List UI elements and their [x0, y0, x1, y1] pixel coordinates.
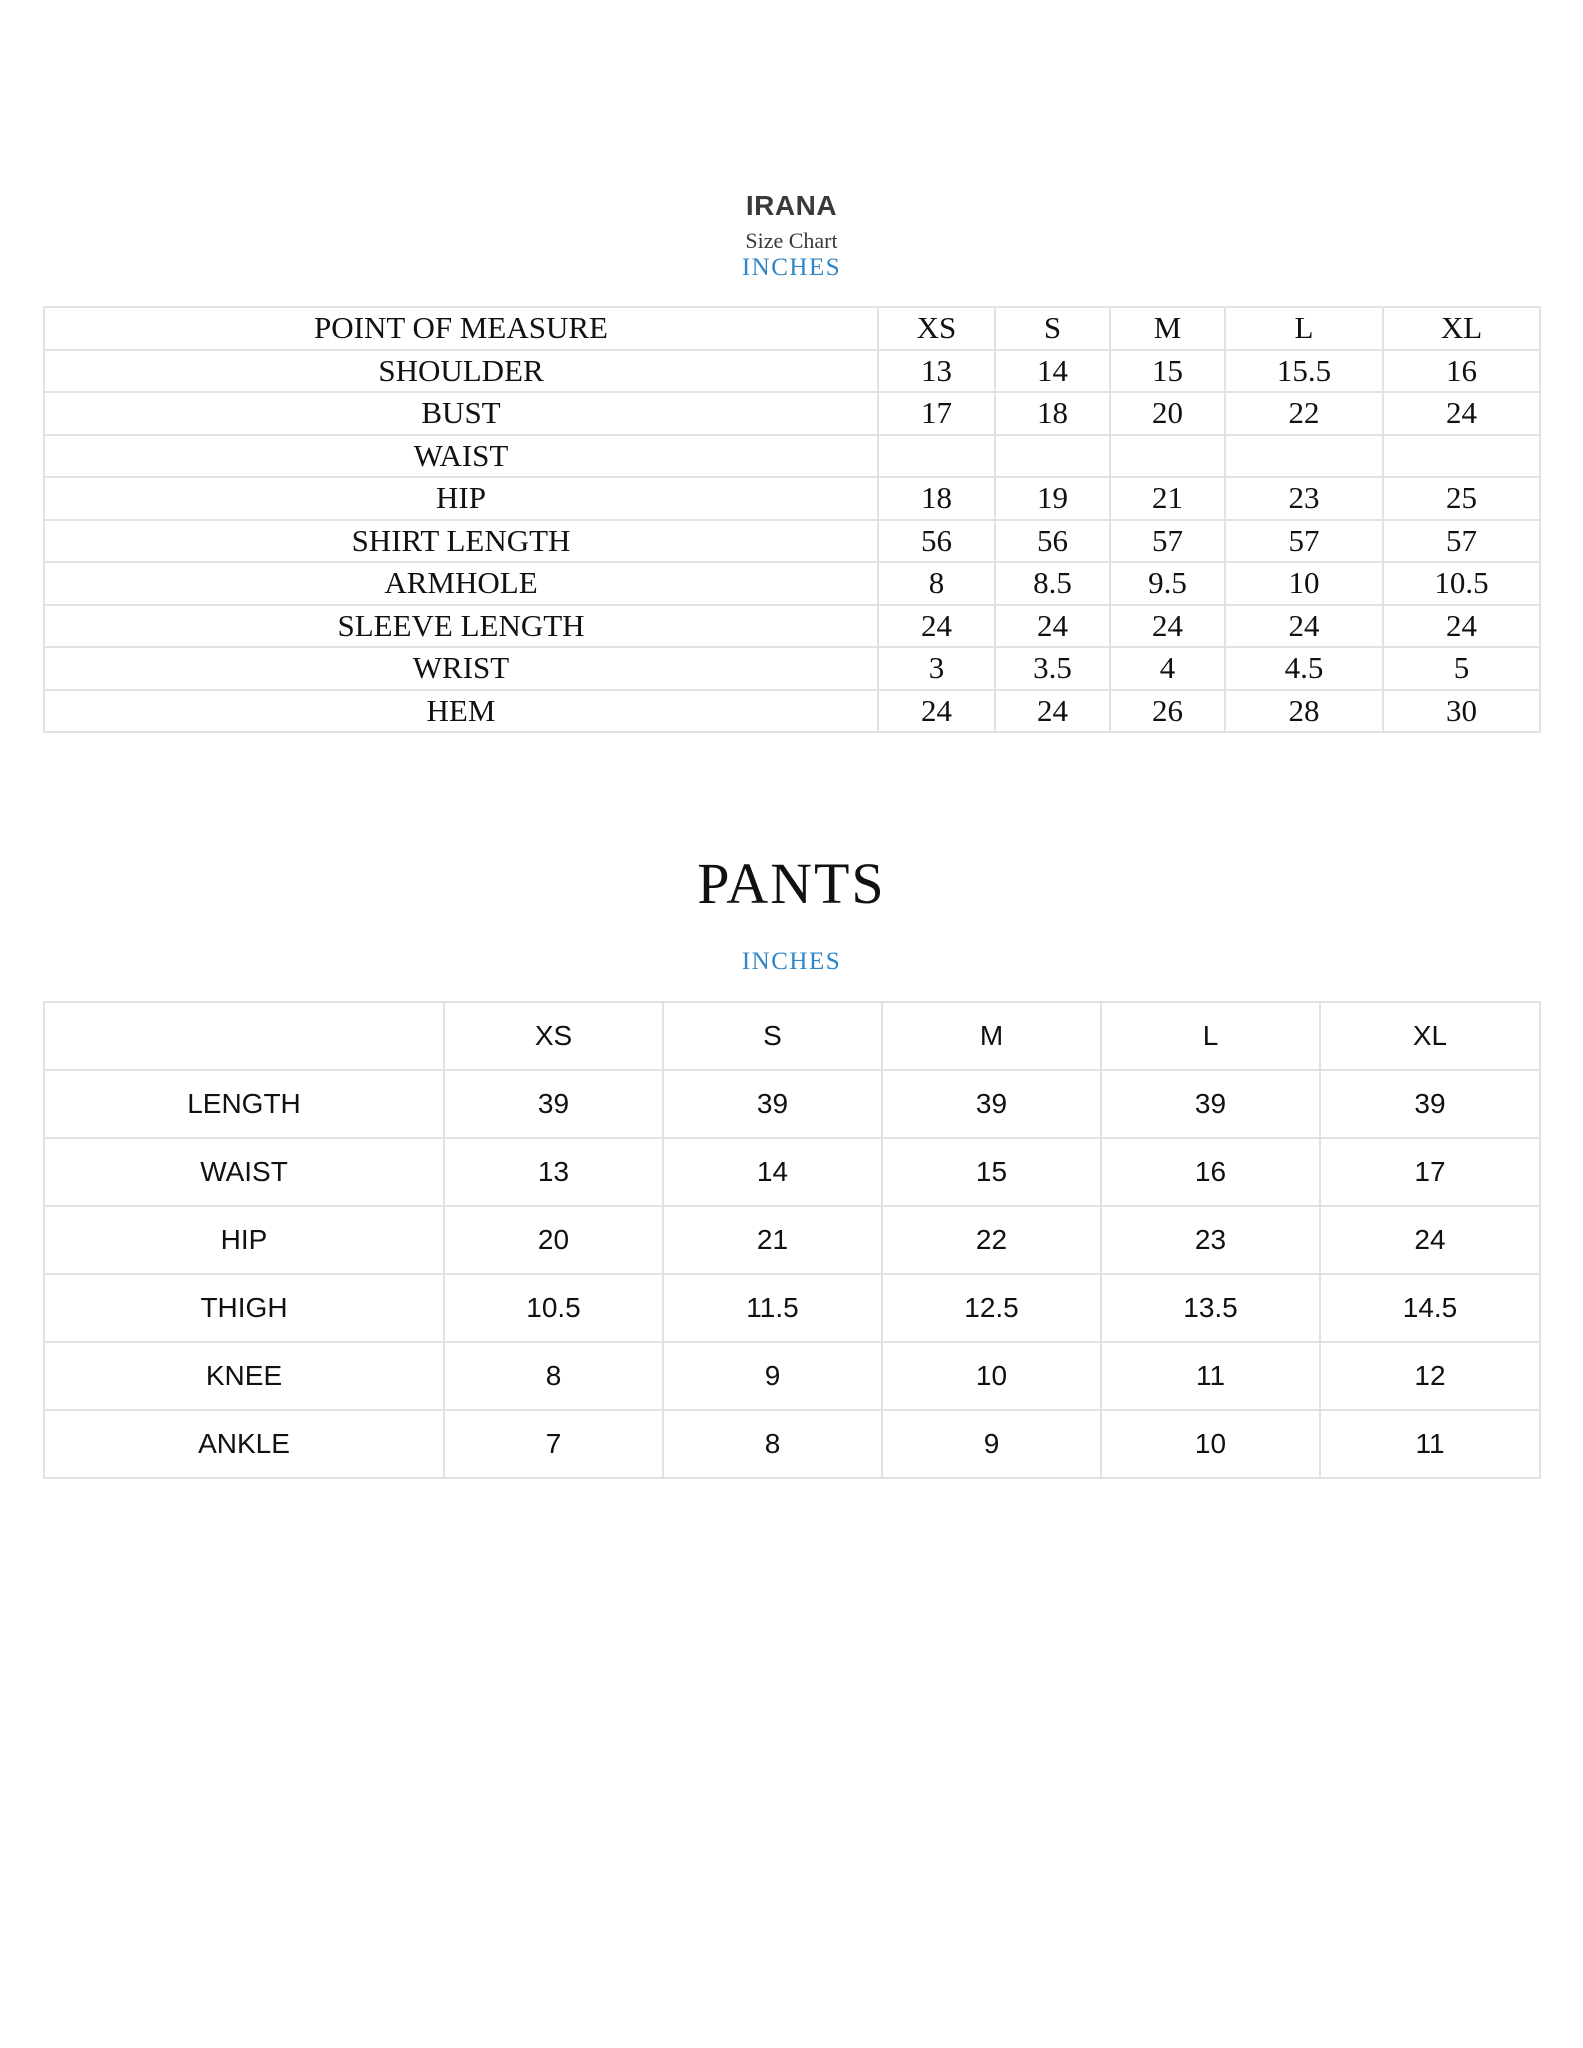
top-table-value-cell: 14: [995, 350, 1110, 393]
pants-table-row: [44, 1274, 1540, 1342]
top-table-row: [44, 477, 1540, 520]
top-table-value-cell: 24: [878, 690, 995, 733]
pants-table-value-cell: 11: [1101, 1342, 1320, 1410]
pants-table-value-cell: 14: [663, 1138, 882, 1206]
pants-table-value-cell: 8: [444, 1342, 663, 1410]
top-table-row: [44, 562, 1540, 605]
pants-size-table: [43, 1001, 1541, 1479]
pants-table-value-cell: 22: [882, 1206, 1101, 1274]
top-table-value-cell: 18: [995, 392, 1110, 435]
top-table-value-cell: 57: [1383, 520, 1540, 563]
pants-table-value-cell: 10: [882, 1342, 1101, 1410]
pants-table-measure-label: WAIST: [44, 1138, 444, 1206]
top-table-value-cell: 56: [995, 520, 1110, 563]
top-table-value-cell: [1225, 435, 1383, 478]
pants-table-measure-label: LENGTH: [44, 1070, 444, 1138]
pants-table-size-header: S: [663, 1002, 882, 1070]
pants-table-value-cell: 12: [1320, 1342, 1540, 1410]
top-table-size-header: XS: [878, 307, 995, 350]
top-table-value-cell: 17: [878, 392, 995, 435]
pants-table-value-cell: 7: [444, 1410, 663, 1478]
pants-table-value-cell: 39: [1101, 1070, 1320, 1138]
top-table-value-cell: 4: [1110, 647, 1225, 690]
pants-table-value-cell: 39: [882, 1070, 1101, 1138]
top-table-value-cell: 3.5: [995, 647, 1110, 690]
top-table-value-cell: [1110, 435, 1225, 478]
top-table-value-cell: 26: [1110, 690, 1225, 733]
chart-subtitle: Size Chart: [745, 228, 838, 253]
top-table-value-cell: 56: [878, 520, 995, 563]
units-label-pants: INCHES: [741, 948, 842, 975]
top-table-value-cell: 10.5: [1383, 562, 1540, 605]
units-label-top: INCHES: [741, 254, 842, 281]
top-table-row: [44, 350, 1540, 393]
top-table-value-cell: 21: [1110, 477, 1225, 520]
pants-table-measure-label: HIP: [44, 1206, 444, 1274]
top-table-value-cell: 57: [1225, 520, 1383, 563]
pants-table-measure-label: THIGH: [44, 1274, 444, 1342]
pants-table-size-header: L: [1101, 1002, 1320, 1070]
top-table-value-cell: 24: [1110, 605, 1225, 648]
top-table-value-cell: 4.5: [1225, 647, 1383, 690]
top-table-row: [44, 392, 1540, 435]
pants-table-row: [44, 1410, 1540, 1478]
top-table-value-cell: 5: [1383, 647, 1540, 690]
top-table-value-cell: [995, 435, 1110, 478]
pants-table-value-cell: 23: [1101, 1206, 1320, 1274]
top-table-value-cell: 18: [878, 477, 995, 520]
top-table-size-header: L: [1225, 307, 1383, 350]
top-table-measure-label: SHOULDER: [44, 350, 878, 393]
top-table-value-cell: 24: [995, 690, 1110, 733]
pants-table-value-cell: 21: [663, 1206, 882, 1274]
pants-title: PANTS: [697, 851, 886, 916]
top-table-value-cell: 22: [1225, 392, 1383, 435]
top-table-size-header: S: [995, 307, 1110, 350]
pants-table-measure-label: ANKLE: [44, 1410, 444, 1478]
top-table-value-cell: 30: [1383, 690, 1540, 733]
top-table-value-cell: 57: [1110, 520, 1225, 563]
top-table-row: [44, 435, 1540, 478]
top-table-value-cell: 25: [1383, 477, 1540, 520]
pants-table-value-cell: 39: [663, 1070, 882, 1138]
pants-table-value-cell: 15: [882, 1138, 1101, 1206]
top-table-row: [44, 605, 1540, 648]
top-table-header-label: POINT OF MEASURE: [44, 307, 878, 350]
pants-table-value-cell: 11.5: [663, 1274, 882, 1342]
pants-table-size-header: M: [882, 1002, 1101, 1070]
brand-title: IRANA: [745, 190, 838, 221]
top-table-value-cell: 23: [1225, 477, 1383, 520]
top-table-measure-label: SLEEVE LENGTH: [44, 605, 878, 648]
top-table-row: [44, 647, 1540, 690]
pants-table-value-cell: 8: [663, 1410, 882, 1478]
pants-table-row: [44, 1138, 1540, 1206]
top-table-value-cell: 15: [1110, 350, 1225, 393]
top-table-measure-label: BUST: [44, 392, 878, 435]
pants-table-row: [44, 1342, 1540, 1410]
top-table-value-cell: 10: [1225, 562, 1383, 605]
top-table-value-cell: 24: [878, 605, 995, 648]
top-table-measure-label: ARMHOLE: [44, 562, 878, 605]
top-table-value-cell: 15.5: [1225, 350, 1383, 393]
top-table-value-cell: 8: [878, 562, 995, 605]
pants-table-value-cell: 11: [1320, 1410, 1540, 1478]
top-table-row: [44, 520, 1540, 563]
pants-table-value-cell: 9: [663, 1342, 882, 1410]
pants-table-value-cell: 12.5: [882, 1274, 1101, 1342]
pants-table-measure-label: KNEE: [44, 1342, 444, 1410]
pants-table-value-cell: 17: [1320, 1138, 1540, 1206]
top-table-value-cell: 20: [1110, 392, 1225, 435]
pants-table-value-cell: 9: [882, 1410, 1101, 1478]
top-table-row: [44, 690, 1540, 733]
top-table-value-cell: 24: [1383, 605, 1540, 648]
top-table-value-cell: [1383, 435, 1540, 478]
top-table-size-header: XL: [1383, 307, 1540, 350]
top-table-size-header: M: [1110, 307, 1225, 350]
top-table-measure-label: HIP: [44, 477, 878, 520]
pants-table-header-row: [44, 1002, 1540, 1070]
pants-table-size-header: XS: [444, 1002, 663, 1070]
top-table-value-cell: 24: [1225, 605, 1383, 648]
top-table-value-cell: 19: [995, 477, 1110, 520]
top-table-measure-label: WAIST: [44, 435, 878, 478]
top-table-value-cell: 16: [1383, 350, 1540, 393]
pants-table-header-label: [44, 1002, 444, 1070]
pants-table-value-cell: 20: [444, 1206, 663, 1274]
top-table-value-cell: 24: [1383, 392, 1540, 435]
top-size-table: [43, 306, 1541, 733]
top-table-measure-label: SHIRT LENGTH: [44, 520, 878, 563]
pants-table-row: [44, 1206, 1540, 1274]
pants-table-value-cell: 10.5: [444, 1274, 663, 1342]
pants-table-value-cell: 10: [1101, 1410, 1320, 1478]
top-table-value-cell: [878, 435, 995, 478]
top-table-value-cell: 13: [878, 350, 995, 393]
pants-table-value-cell: 24: [1320, 1206, 1540, 1274]
top-table-measure-label: HEM: [44, 690, 878, 733]
top-table-value-cell: 28: [1225, 690, 1383, 733]
pants-table-row: [44, 1070, 1540, 1138]
top-table-value-cell: 3: [878, 647, 995, 690]
pants-table-value-cell: 39: [444, 1070, 663, 1138]
pants-table-size-header: XL: [1320, 1002, 1540, 1070]
top-table-value-cell: 9.5: [1110, 562, 1225, 605]
pants-table-value-cell: 14.5: [1320, 1274, 1540, 1342]
pants-table-value-cell: 39: [1320, 1070, 1540, 1138]
top-table-header-row: [44, 307, 1540, 350]
top-table-measure-label: WRIST: [44, 647, 878, 690]
top-table-value-cell: 24: [995, 605, 1110, 648]
top-table-value-cell: 8.5: [995, 562, 1110, 605]
pants-table-value-cell: 13: [444, 1138, 663, 1206]
pants-table-value-cell: 13.5: [1101, 1274, 1320, 1342]
pants-table-value-cell: 16: [1101, 1138, 1320, 1206]
